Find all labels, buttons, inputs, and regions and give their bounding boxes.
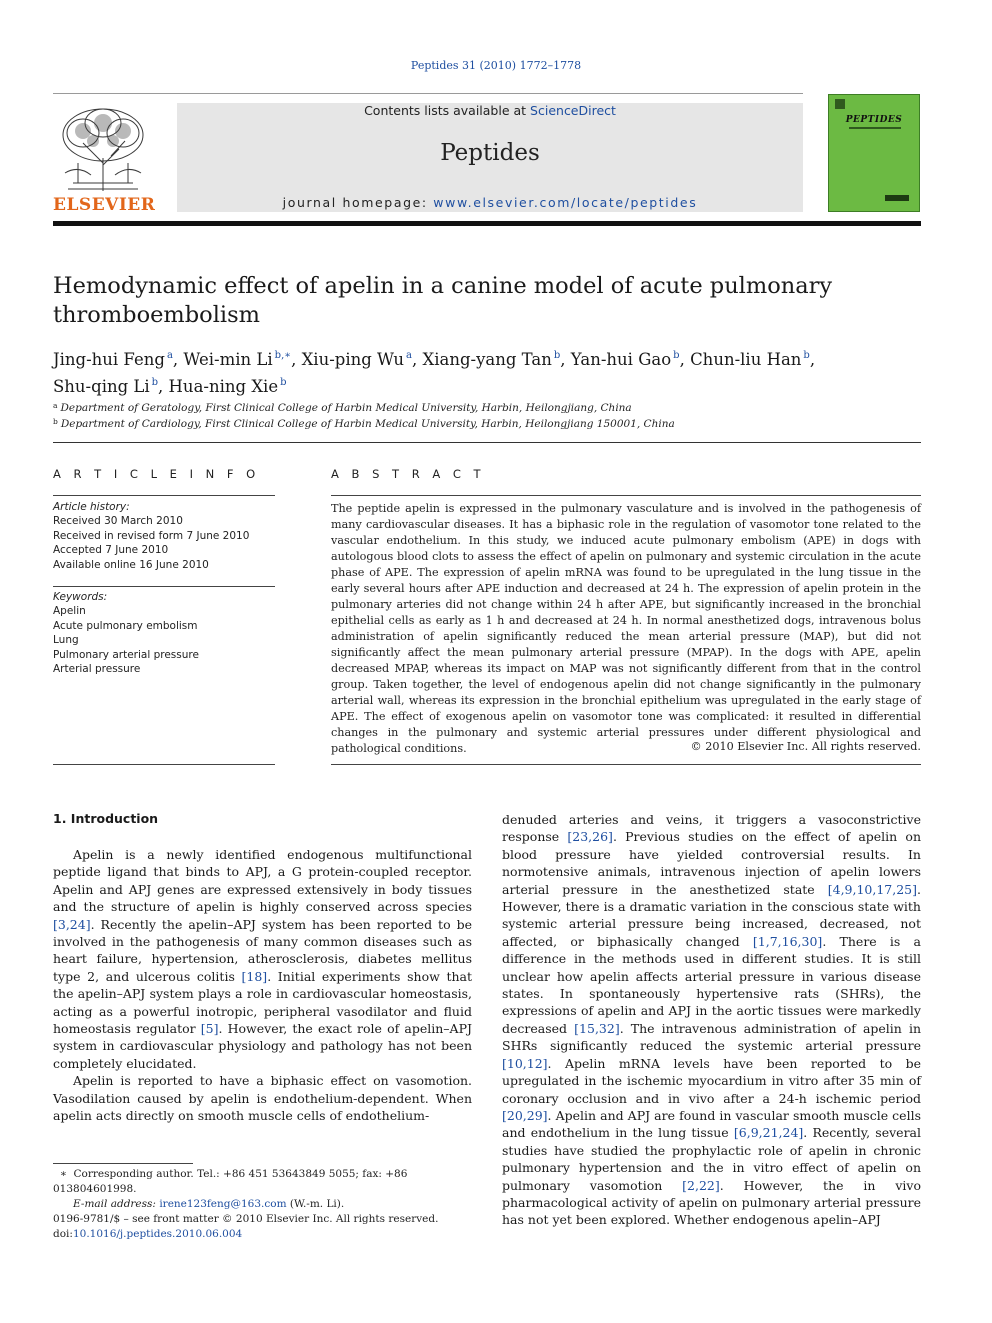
body-paragraph: [53, 1072, 472, 1124]
history-entry: Available online 16 June 2010: [53, 558, 209, 571]
author-affiliation-mark[interactable]: a: [405, 350, 412, 361]
article-history: [53, 500, 275, 572]
affiliation-text: Department of Geratology, First Clinical College of Harbin Medical University, Harbin, Heilongjiang, China: [60, 402, 632, 414]
article-info-heading: A R T I C L E I N F O: [53, 467, 260, 481]
issn-line: 0196-9781/$ – see front matter © 2010 Elsevier Inc. All rights reserved.: [53, 1213, 439, 1225]
affiliation: [53, 399, 921, 415]
cover-subtitle-bar: [849, 127, 901, 129]
body-text: . However, the in vivo pharmacological activity of apelin on pulmonary arterial pressure has not yet been explored. Whether endogenous apelin–APJ: [502, 1177, 921, 1228]
body-column-left: [53, 846, 472, 1125]
article-history-label: Article history:: [53, 501, 130, 513]
affiliation-list: [53, 399, 921, 431]
affiliation-mark: b: [53, 417, 58, 426]
author-affiliation-mark[interactable]: b: [553, 350, 561, 361]
contents-availability-line: [177, 103, 803, 118]
keyword-item: Lung: [53, 634, 79, 647]
citation-link[interactable]: [18]: [241, 968, 268, 984]
body-text: . Apelin and APJ are found in vascular smooth muscle cells and endothelium in the lung tissue: [502, 1107, 921, 1141]
citation-link[interactable]: [20,29]: [502, 1107, 548, 1123]
body-text: . There is a difference in the methods used in different studies. It is still unclear how apelin affects arterial pressure in various disease states. In spontaneously hypertensive rats (SHRs), the expressions of apelin and APJ in the aortic tissues were markedly decreased: [502, 933, 922, 1036]
history-entry: Accepted 7 June 2010: [53, 544, 169, 557]
citation-link[interactable]: [4,9,10,17,25]: [827, 881, 918, 897]
doi-line: [53, 1227, 653, 1242]
section-heading-introduction: 1. Introduction: [53, 811, 159, 826]
footnote-email: [53, 1197, 472, 1212]
author-affiliation-mark[interactable]: b: [803, 350, 810, 361]
body-text: . Initial experiments show that the apelin–APJ system plays a role in cardiovascular homeostasis, acting as a powerful inotropic, peripheral vasodilator and fluid homeostasis regulator: [53, 968, 472, 1037]
corresponding-author-footnote: [53, 1167, 472, 1212]
homepage-prefix: journal homepage:: [282, 195, 434, 210]
body-paragraph: [502, 811, 921, 1229]
keyword-item: Acute pulmonary embolism: [53, 619, 198, 632]
author-name: Wei-min Li: [183, 350, 273, 369]
footnote-corresponding-text: Corresponding author. Tel.: +86 451 53643849 5055; fax: +86 013804601998.: [53, 1168, 408, 1195]
keyword-list: [53, 590, 275, 676]
author-affiliation-mark[interactable]: b,∗: [274, 350, 292, 361]
masthead-top-divider: [53, 93, 803, 94]
email-link[interactable]: irene123feng@163.com: [159, 1198, 287, 1210]
footnote-divider: [53, 1163, 193, 1164]
contents-prefix: Contents lists available at: [364, 103, 531, 118]
author-affiliation-mark[interactable]: b: [151, 377, 159, 388]
footnote-corresponding: [53, 1167, 472, 1197]
journal-cover-thumbnail[interactable]: [828, 94, 920, 212]
elsevier-logo: [53, 103, 156, 215]
history-entry: Received 30 March 2010: [53, 515, 183, 528]
citation-link[interactable]: [5]: [200, 1021, 219, 1037]
affiliation: [53, 415, 921, 431]
body-text: . Recently, several studies have studied the prophylactic role of apelin in chronic pulmonary hypertension and the in vitro effect of apelin on pulmonary vasomotion: [502, 1125, 921, 1193]
body-text: . The intravenous administration of apelin in SHRs significantly reduced the systemic arterial pressure: [502, 1020, 922, 1054]
email-suffix: (W.-m. Li).: [286, 1198, 345, 1210]
doi-prefix: doi:: [53, 1228, 73, 1240]
citation-link[interactable]: [23,26]: [567, 829, 613, 845]
copyright-notice: © 2010 Elsevier Inc. All rights reserved.: [690, 740, 921, 753]
title-block-divider: [53, 442, 921, 443]
author-name: Chun-liu Han: [690, 350, 802, 369]
cover-logo-icon: [835, 99, 845, 109]
abstract-text: The peptide apelin is expressed in the pulmonary vasculature and is involved in the pathogenesis of many cardiovascular diseases. It has a biphasic role in the regulation of vasomotor tone related to the vascular endothelium. In this study, we induced acute pulmonary embolism (APE) in dogs with autologous blood clots to assess the effect of apelin on pulmonary and systemic circulation in the acute phase of APE. The expression of apelin mRNA was found to be upregulated in the lung tissue in the early several hours after APE induction and decreased at 24 h. The expression of apelin protein in the pulmonary arteries did not change within 24 h after APE, but significantly increased in the bronchial epithelial cells as early as 1 h and decreased at 24 h. In normal anesthetized dogs, intravenous bolus administration of apelin significantly reduced the mean arterial pressure (MAP), but did not significantly affect the mean pulmonary arterial pressure (MPAP). In the dogs with APE, apelin decreased MPAP, whereas its impact on MAP was not significantly different from that in the control group. Taken together, the level of endogenous apelin did not change significantly in the pulmonary arterial wall, whereas its expression in the bronchial epithelium was upregulated in the early stage of APE. The effect of exogenous apelin on vasomotor tone was complicated: it resulted in differential changes in the pulmonary and systemic arterial pressures under different physiological and pathological conditions.: [331, 502, 921, 755]
sciencedirect-link[interactable]: ScienceDirect: [530, 103, 616, 118]
article-title: Hemodynamic effect of apelin in a canine model of acute pulmonary thromboembolism: [53, 273, 833, 328]
elsevier-tree-icon: [53, 103, 153, 193]
history-entry: Received in revised form 7 June 2010: [53, 529, 250, 542]
author-name: Hua-ning Xie: [168, 377, 279, 396]
body-text: . However, the exact role of apelin–APJ system in cardiovascular physiology and pathology has not been completely elucidated.: [53, 1021, 472, 1071]
author-affiliation-mark[interactable]: b: [673, 350, 680, 361]
cover-title: PEPTIDES: [845, 115, 903, 125]
doi-link[interactable]: 10.1016/j.peptides.2010.06.004: [72, 1228, 243, 1240]
cover-publisher-mark: [885, 195, 909, 201]
body-text: Apelin is reported to have a biphasic effect on vasomotion. Vasodilation caused by apelin is endothelium-dependent. When apelin acts directly on smooth muscle cells of endothelium-: [53, 1073, 472, 1124]
body-paragraph: [53, 846, 472, 1072]
elsevier-wordmark: ELSEVIER: [53, 195, 156, 215]
author-name: Xiang-yang Tan: [422, 350, 552, 369]
abstract-divider-top: [331, 495, 921, 496]
body-text: . However, there is a dramatic variation in the conscious state with systemic arterial pressure being increased, decreased, not affected, or biphasically changed: [502, 881, 921, 949]
body-text: denuded arteries and veins, it triggers a vasoconstrictive response: [502, 812, 921, 845]
citation-link[interactable]: [15,32]: [574, 1020, 620, 1036]
article-info-divider-mid: [53, 586, 275, 587]
abstract-heading: A B S T R A C T: [331, 467, 486, 481]
affiliation-mark: a: [53, 401, 58, 410]
body-column-right: [502, 811, 921, 1229]
author-affiliation-mark[interactable]: a: [166, 350, 173, 361]
citation-link[interactable]: [3,24]: [53, 916, 91, 932]
author-name: Xiu-ping Wu: [301, 350, 404, 369]
author-name: Yan-hui Gao: [570, 350, 672, 369]
author-name: Jing-hui Feng: [53, 350, 165, 369]
citation-link[interactable]: [2,22]: [682, 1177, 720, 1193]
body-text: . Previous studies on the effect of apelin on blood pressure have yielded controversial results. In normotensive animals, intravenous injection of apelin lowers arterial pressure in the anesthetized state: [502, 829, 921, 897]
author-list: Jing-hui Feng $^a$, Wei-min Li $^{b,∗}$, Xiu-ping Wu $^a$, Xiang-yang Tan $^b$, Yan-hui Gao $^b$, Chun-liu Han $^b$, Shu-qing Li $^b$, Hua-ning Xie $^b$: [53, 350, 816, 396]
body-text: . Apelin mRNA levels have been reported to be upregulated in the ischemic myocardium in vitro after 35 min of coronary occlusion and in vivo after a 24-h ischemic period: [502, 1055, 921, 1106]
email-label: E-mail address:: [73, 1198, 156, 1210]
homepage-link[interactable]: www.elsevier.com/locate/peptides: [433, 195, 698, 210]
abstract-divider-bottom: [331, 764, 921, 765]
citation-link[interactable]: [10,12]: [502, 1055, 548, 1071]
author-affiliation-mark[interactable]: b: [280, 377, 287, 388]
footnote-mark: ∗: [59, 1168, 67, 1180]
body-text: Apelin is a newly identified endogenous multifunctional peptide ligand that binds to APJ, a G protein-coupled receptor. Apelin and APJ genes are expressed extensively in body tissues and the structure of apelin is highly conserved across species: [53, 847, 472, 915]
journal-homepage-line: [177, 195, 803, 210]
keyword-item: Pulmonary arterial pressure: [53, 648, 199, 661]
keyword-item: Apelin: [53, 605, 86, 618]
page-footer: [53, 1212, 653, 1242]
affiliation-text: Department of Cardiology, First Clinical College of Harbin Medical University, Harbin, Heilongjiang 150001, China: [60, 418, 675, 430]
masthead-thick-rule: [53, 221, 921, 226]
journal-citation[interactable]: Peptides 31 (2010) 1772–1778: [410, 59, 582, 72]
keyword-item: Arterial pressure: [53, 663, 141, 676]
body-text: . Recently the apelin–APJ system has been reported to be involved in the pathogenesis of many common diseases such as heart failure, hypertension, atherosclerosis, diabetes mellitus type 2, and ulcerous colitis: [53, 916, 472, 984]
article-info-divider-top: [53, 495, 275, 496]
journal-name: Peptides: [440, 140, 540, 166]
author-name: Shu-qing Li: [53, 377, 150, 396]
citation-link[interactable]: [1,7,16,30]: [752, 933, 823, 949]
article-info-divider-bottom: [53, 764, 275, 765]
citation-link[interactable]: [6,9,21,24]: [733, 1125, 804, 1141]
keywords-label: Keywords:: [53, 591, 108, 603]
